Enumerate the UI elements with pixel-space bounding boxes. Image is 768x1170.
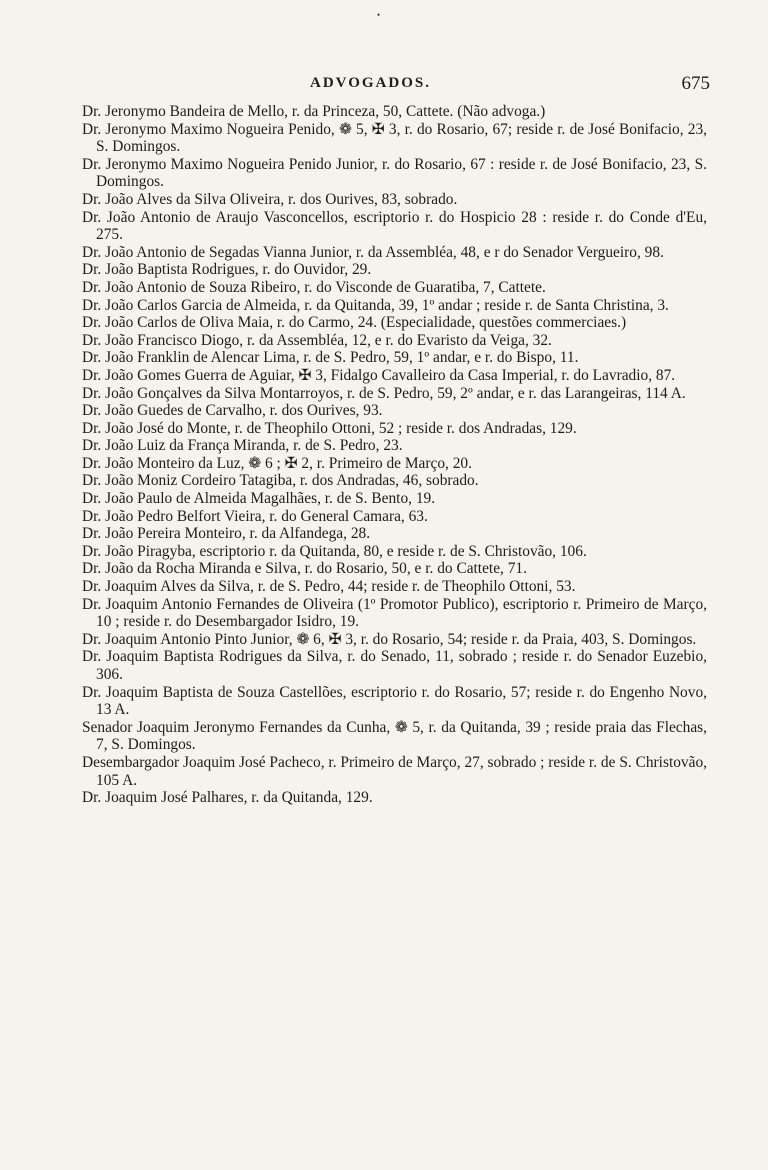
list-item: Desembargador Joaquim José Pacheco, r. Primeiro de Março, 27, sobrado ; reside r. de S. Christovão, 105 A. [82, 753, 707, 789]
list-item: Dr. Joaquim Alves da Silva, r. de S. Pedro, 44; reside r. de Theophilo Ottoni, 53. [82, 578, 576, 596]
list-item: Dr. Joaquim José Palhares, r. da Quitanda, 129. [82, 789, 373, 807]
list-item: Dr. João José do Monte, r. de Theophilo Ottoni, 52 ; reside r. dos Andradas, 129. [82, 419, 577, 437]
list-item: Dr. João Antonio de Araujo Vasconcellos, escriptorio r. do Hospicio 28 : reside r. do Conde d'Eu, 275. [82, 208, 707, 244]
list-item: Dr. Joaquim Antonio Pinto Junior, ❁ 6, ✠ 3, r. do Rosario, 54; reside r. da Praia, 403, S. Domingos. [82, 630, 697, 648]
section-title: ADVOGADOS. [310, 75, 431, 91]
list-item: Dr. João Luiz da França Miranda, r. de S. Pedro, 23. [82, 437, 403, 455]
list-item: Dr. João Franklin de Alencar Lima, r. de S. Pedro, 59, 1º andar, e r. do Bispo, 11. [82, 349, 579, 367]
list-item: Dr. João Francisco Diogo, r. da Assembléa, 12, e r. do Evaristo da Veiga, 32. [82, 331, 552, 349]
list-item: Dr. João Piragyba, escriptorio r. da Quitanda, 80, e reside r. de S. Christovão, 106. [82, 542, 587, 560]
top-mark: • [377, 10, 381, 20]
list-item: Dr. João Paulo de Almeida Magalhães, r. de S. Bento, 19. [82, 490, 436, 508]
list-item: Dr. Jeronymo Bandeira de Mello, r. da Princeza, 50, Cattete. (Não advoga.) [82, 103, 546, 120]
list-item: Dr. Jeronymo Maximo Nogueira Penido, ❁ 5, ✠ 3, r. do Rosario, 67; reside r. de José Bonifacio, 23, S. Domingos. [82, 120, 707, 156]
list-item: Dr. Jeronymo Maximo Nogueira Penido Junior, r. do Rosario, 67 : reside r. de José Bonifacio, 23, S. Domingos. [82, 155, 707, 191]
list-item: Dr. João Pereira Monteiro, r. da Alfandega, 28. [82, 525, 371, 543]
list-item: Dr. João Alves da Silva Oliveira, r. dos Ourives, 83, sobrado. [82, 190, 458, 208]
list-item: Dr. Joaquim Antonio Fernandes de Oliveira (1º Promotor Publico), escriptorio r. Primeiro de Março, 10 ; reside r. do Desembargador Isidro, 19. [82, 595, 707, 631]
list-item: Dr. João Gomes Guerra de Aguiar, ✠ 3, Fidalgo Cavalleiro da Casa Imperial, r. do Lavradio, 87. [82, 366, 676, 384]
list-item: Senador Joaquim Jeronymo Fernandes da Cunha, ❁ 5, r. da Quitanda, 39 ; reside praia das Flechas, 7, S. Domingos. [82, 718, 707, 754]
list-item: Dr. João Gonçalves da Silva Montarroyos, r. de S. Pedro, 59, 2º andar, e r. das Larangeiras, 114 A. [82, 384, 686, 402]
list-item: Dr. João Carlos Garcia de Almeida, r. da Quitanda, 39, 1º andar ; reside r. de Santa Christina, 3. [82, 296, 669, 314]
list-item: Dr. Joaquim Baptista Rodrigues da Silva, r. do Senado, 11, sobrado ; reside r. do Senador Euzebio, 306. [82, 648, 707, 683]
list-item: Dr. João Baptista Rodrigues, r. do Ouvidor, 29. [82, 261, 372, 279]
list-item: Dr. João Pedro Belfort Vieira, r. do General Camara, 63. [82, 507, 428, 525]
list-item: Dr. João Guedes de Carvalho, r. dos Ourives, 93. [82, 402, 383, 420]
list-item: Dr. João Monteiro da Luz, ❁ 6 ; ✠ 2, r. Primeiro de Março, 20. [82, 454, 472, 472]
lawyer-list [82, 103, 707, 807]
list-item: Dr. João Carlos de Oliva Maia, r. do Carmo, 24. (Especialidade, questões commerciaes.) [82, 314, 627, 332]
list-item: Dr. João Antonio de Souza Ribeiro, r. do Visconde de Guaratiba, 7, Cattete. [82, 278, 546, 296]
list-item: Dr. Joaquim Baptista de Souza Castellões, escriptorio r. do Rosario, 57; reside r. do Engenho Novo, 13 A. [82, 683, 707, 719]
page-number: 675 [681, 73, 710, 94]
page-header [60, 73, 710, 99]
list-item: Dr. João da Rocha Miranda e Silva, r. do Rosario, 50, e r. do Cattete, 71. [82, 560, 527, 578]
list-item: Dr. João Antonio de Segadas Vianna Junior, r. da Assembléa, 48, e r do Senador Vergueiro, 98. [82, 243, 664, 261]
list-item: Dr. João Moniz Cordeiro Tatagiba, r. dos Andradas, 46, sobrado. [82, 472, 479, 490]
